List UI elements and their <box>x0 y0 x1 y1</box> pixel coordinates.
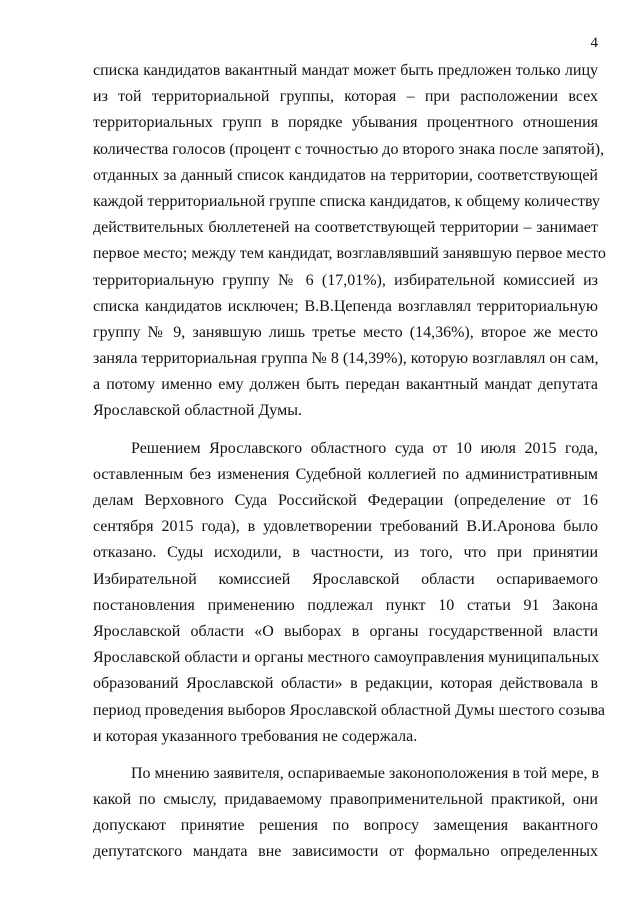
text-line: какой по смыслу, придаваемому правоприменительной практикой, они <box>93 791 598 809</box>
text-line: сентября 2015 года), в удовлетворении требований В.И.Аронова было <box>93 518 598 536</box>
text-line: период проведения выборов Ярославской областной Думы шестого созыва <box>93 701 605 719</box>
text-line: депутатского мандата вне зависимости от формально определенных <box>93 843 598 861</box>
text-line: первое место; между тем кандидат, возглавлявший занявшую первое место <box>93 245 606 263</box>
paragraph-2 <box>93 436 605 750</box>
text-line: оставленным без изменения Судебной коллегией по административным <box>93 465 598 483</box>
text-line: отказано. Суды исходили, в частности, из того, что при принятии <box>93 544 598 562</box>
paragraph-spacer <box>93 425 598 436</box>
text-line: списка кандидатов исключен; В.В.Цепенда возглавлял территориальную <box>93 297 598 315</box>
text-line: заняла территориальная группа № 8 (14,39%), которую возглавлял он сам, <box>93 350 599 368</box>
text-line: и которая указанного требования не содержала. <box>93 727 418 745</box>
text-line: По мнению заявителя, оспариваемые законоположения в той мере, в <box>131 764 600 782</box>
text-line: каждой территориальной группе списка кандидатов, к общему количеству <box>93 192 601 210</box>
text-line: территориальных групп в порядке убывания процентного отношения <box>93 114 598 132</box>
text-line: постановления применению подлежал пункт 10 статьи 91 Закона <box>93 596 598 614</box>
text-line: количества голосов (процент с точностью до второго знака после запятой), <box>93 140 605 158</box>
paragraph-3 <box>93 761 598 866</box>
text-line: а потому именно ему должен быть передан вакантный мандат депутата <box>93 376 598 394</box>
text-line: Ярославской области «О выборах в органы государственной власти <box>93 622 598 640</box>
text-line: списка кандидатов вакантный мандат может быть предложен только лицу <box>93 62 598 79</box>
text-line: Ярославской области и органы местного самоуправления муниципальных <box>93 649 600 667</box>
text-line: делам Верховного Суда Российской Федерации (определение от 16 <box>93 492 598 509</box>
text-line: территориальную группу № 6 (17,01%), избирательной комиссией из <box>93 271 598 289</box>
text-line: действительных бюллетеней на соответствующей территории – занимает <box>93 219 598 237</box>
text-line: группу № 9, занявшую лишь третье место (14,36%), второе же место <box>93 323 598 341</box>
document-body <box>93 58 606 866</box>
text-line: образований Ярославской области» в редакции, которая действовала в <box>93 675 598 693</box>
text-line: Ярославской областной Думы. <box>93 402 302 420</box>
text-line: Избирательной комиссией Ярославской области оспариваемого <box>93 570 598 588</box>
text-line: Решением Ярославского областного суда от 10 июля 2015 года, <box>131 439 598 457</box>
page-number: 4 <box>590 35 598 51</box>
paragraph-1 <box>93 58 606 425</box>
paragraph-spacer <box>93 750 598 761</box>
text-line: допускают принятие решения по вопросу замещения вакантного <box>93 817 598 835</box>
text-line: отданных за данный список кандидатов на территории, соответствующей <box>93 166 598 184</box>
text-line: из той территориальной группы, которая – при расположении всех <box>93 88 598 106</box>
